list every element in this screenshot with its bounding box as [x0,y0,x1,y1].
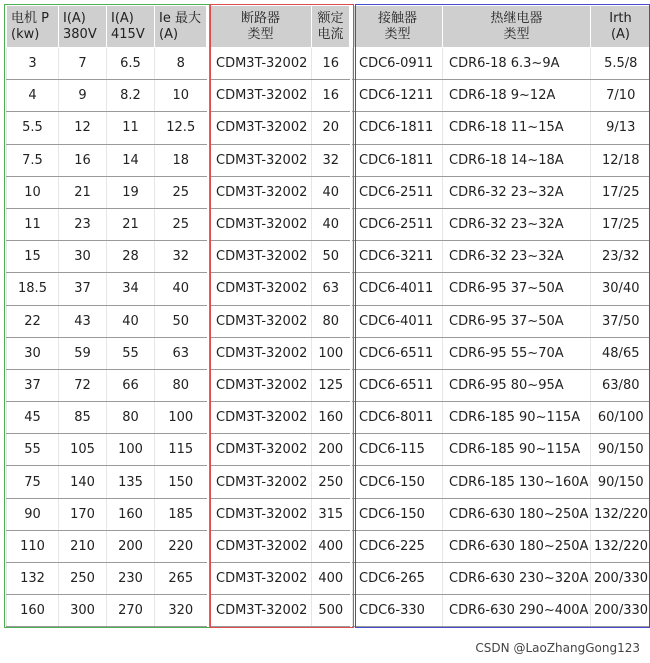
cell-thermal-relay-type: CDR6-185 90~115A [443,402,591,434]
table-row [7,498,650,530]
cell-motor-power: 75 [7,466,59,498]
cell-motor-power: 132 [7,563,59,595]
cell-motor-power: 90 [7,498,59,530]
cell-breaker-type: CDM3T-32002 [210,337,312,369]
cell-ie-max: 40 [155,273,207,305]
cell-ie-max: 25 [155,208,207,240]
cell-contactor-type: CDC6-2511 [353,176,443,208]
cell-current-380v: 105 [59,434,107,466]
cell-motor-power: 10 [7,176,59,208]
table-row [7,369,650,401]
cell-ie-max: 80 [155,369,207,401]
cell-thermal-relay-type: CDR6-32 23~32A [443,176,591,208]
cell-current-380v: 210 [59,530,107,562]
cell-current-380v: 30 [59,241,107,273]
cell-contactor-type: CDC6-6511 [353,369,443,401]
cell-current-415v: 21 [107,208,155,240]
cell-contactor-type: CDC6-8011 [353,402,443,434]
cell-rated-current: 100 [312,337,350,369]
cell-breaker-type: CDM3T-32002 [210,305,312,337]
cell-rated-current: 40 [312,176,350,208]
cell-thermal-relay-type: CDR6-95 37~50A [443,305,591,337]
cell-rated-current: 125 [312,369,350,401]
header-ie-max: Ie 最大 (A) [155,6,207,48]
cell-thermal-relay-type: CDR6-95 37~50A [443,273,591,305]
cell-rated-current: 400 [312,563,350,595]
table-row [7,595,650,627]
cell-rated-current: 20 [312,112,350,144]
cell-motor-power: 160 [7,595,59,627]
table-row [7,273,650,305]
cell-rated-current: 400 [312,530,350,562]
cell-ie-max: 220 [155,530,207,562]
cell-thermal-relay-type: CDR6-630 290~400A [443,595,591,627]
cell-motor-power: 11 [7,208,59,240]
cell-current-380v: 170 [59,498,107,530]
cell-rated-current: 32 [312,144,350,176]
cell-ie-max: 115 [155,434,207,466]
cell-thermal-relay-type: CDR6-18 6.3~9A [443,48,591,80]
cell-current-380v: 250 [59,563,107,595]
cell-ie-max: 320 [155,595,207,627]
cell-contactor-type: CDC6-1811 [353,112,443,144]
cell-current-380v: 300 [59,595,107,627]
cell-rated-current: 63 [312,273,350,305]
cell-breaker-type: CDM3T-32002 [210,80,312,112]
cell-contactor-type: CDC6-150 [353,466,443,498]
table-row [7,530,650,562]
cell-rated-current: 315 [312,498,350,530]
cell-rated-current: 16 [312,80,350,112]
cell-contactor-type: CDC6-225 [353,530,443,562]
cell-contactor-type: CDC6-1211 [353,80,443,112]
cell-rated-current: 40 [312,208,350,240]
cell-current-415v: 55 [107,337,155,369]
cell-thermal-relay-type: CDR6-18 14~18A [443,144,591,176]
cell-thermal-relay-type: CDR6-18 9~12A [443,80,591,112]
cell-rated-current: 160 [312,402,350,434]
cell-breaker-type: CDM3T-32002 [210,176,312,208]
table-row [7,305,650,337]
cell-irth: 132/220 [591,530,650,562]
cell-thermal-relay-type: CDR6-95 55~70A [443,337,591,369]
cell-thermal-relay-type: CDR6-630 180~250A [443,498,591,530]
motor-protection-selection-table [6,5,650,627]
cell-current-415v: 28 [107,241,155,273]
cell-current-415v: 34 [107,273,155,305]
cell-breaker-type: CDM3T-32002 [210,563,312,595]
cell-irth: 9/13 [591,112,650,144]
cell-contactor-type: CDC6-0911 [353,48,443,80]
cell-contactor-type: CDC6-150 [353,498,443,530]
cell-irth: 37/50 [591,305,650,337]
cell-motor-power: 15 [7,241,59,273]
cell-breaker-type: CDM3T-32002 [210,144,312,176]
cell-motor-power: 45 [7,402,59,434]
cell-irth: 23/32 [591,241,650,273]
cell-current-380v: 43 [59,305,107,337]
cell-motor-power: 22 [7,305,59,337]
cell-thermal-relay-type: CDR6-18 11~15A [443,112,591,144]
cell-thermal-relay-type: CDR6-185 90~115A [443,434,591,466]
cell-motor-power: 37 [7,369,59,401]
header-irth: Irth (A) [591,6,650,48]
header-contactor-type: 接触器 类型 [353,6,443,48]
cell-breaker-type: CDM3T-32002 [210,434,312,466]
cell-current-380v: 9 [59,80,107,112]
cell-ie-max: 10 [155,80,207,112]
cell-current-415v: 270 [107,595,155,627]
cell-rated-current: 200 [312,434,350,466]
cell-current-415v: 11 [107,112,155,144]
cell-motor-power: 30 [7,337,59,369]
cell-breaker-type: CDM3T-32002 [210,402,312,434]
cell-rated-current: 80 [312,305,350,337]
cell-irth: 200/330 [591,563,650,595]
cell-current-415v: 160 [107,498,155,530]
cell-irth: 17/25 [591,208,650,240]
cell-motor-power: 55 [7,434,59,466]
cell-breaker-type: CDM3T-32002 [210,498,312,530]
cell-motor-power: 3 [7,48,59,80]
table-row [7,112,650,144]
cell-irth: 200/330 [591,595,650,627]
table-row [7,144,650,176]
cell-contactor-type: CDC6-6511 [353,337,443,369]
cell-motor-power: 5.5 [7,112,59,144]
cell-current-380v: 37 [59,273,107,305]
cell-contactor-type: CDC6-330 [353,595,443,627]
header-breaker-type: 断路器 类型 [210,6,312,48]
cell-current-415v: 200 [107,530,155,562]
cell-rated-current: 250 [312,466,350,498]
cell-rated-current: 16 [312,48,350,80]
cell-ie-max: 12.5 [155,112,207,144]
cell-contactor-type: CDC6-1811 [353,144,443,176]
table-row [7,80,650,112]
table-row [7,48,650,80]
cell-current-415v: 66 [107,369,155,401]
table-row [7,337,650,369]
cell-current-380v: 21 [59,176,107,208]
cell-ie-max: 50 [155,305,207,337]
cell-rated-current: 50 [312,241,350,273]
cell-irth: 30/40 [591,273,650,305]
cell-motor-power: 18.5 [7,273,59,305]
cell-current-380v: 23 [59,208,107,240]
cell-current-415v: 135 [107,466,155,498]
cell-ie-max: 63 [155,337,207,369]
cell-current-415v: 14 [107,144,155,176]
cell-breaker-type: CDM3T-32002 [210,273,312,305]
cell-irth: 7/10 [591,80,650,112]
header-current-415v: I(A) 415V [107,6,155,48]
cell-current-415v: 19 [107,176,155,208]
cell-ie-max: 32 [155,241,207,273]
cell-ie-max: 150 [155,466,207,498]
cell-rated-current: 500 [312,595,350,627]
cell-breaker-type: CDM3T-32002 [210,112,312,144]
table-row [7,176,650,208]
cell-current-380v: 59 [59,337,107,369]
cell-thermal-relay-type: CDR6-630 180~250A [443,530,591,562]
cell-motor-power: 110 [7,530,59,562]
header-motor-power: 电机 P (kw) [7,6,59,48]
cell-breaker-type: CDM3T-32002 [210,48,312,80]
cell-motor-power: 4 [7,80,59,112]
cell-irth: 48/65 [591,337,650,369]
cell-current-415v: 230 [107,563,155,595]
table-row [7,563,650,595]
header-thermal-relay-type: 热继电器 类型 [443,6,591,48]
cell-ie-max: 8 [155,48,207,80]
cell-motor-power: 7.5 [7,144,59,176]
cell-ie-max: 265 [155,563,207,595]
table-row [7,402,650,434]
cell-contactor-type: CDC6-3211 [353,241,443,273]
cell-current-415v: 100 [107,434,155,466]
header-row [7,6,650,48]
cell-ie-max: 185 [155,498,207,530]
cell-current-415v: 40 [107,305,155,337]
cell-current-415v: 8.2 [107,80,155,112]
watermark: CSDN @LaoZhangGong123 [475,641,640,655]
cell-current-380v: 85 [59,402,107,434]
cell-irth: 90/150 [591,466,650,498]
cell-contactor-type: CDC6-4011 [353,273,443,305]
cell-ie-max: 100 [155,402,207,434]
cell-irth: 12/18 [591,144,650,176]
cell-ie-max: 25 [155,176,207,208]
table-row [7,466,650,498]
cell-irth: 60/100 [591,402,650,434]
cell-ie-max: 18 [155,144,207,176]
cell-thermal-relay-type: CDR6-630 230~320A [443,563,591,595]
cell-contactor-type: CDC6-2511 [353,208,443,240]
table-body [7,48,650,627]
cell-thermal-relay-type: CDR6-32 23~32A [443,241,591,273]
cell-breaker-type: CDM3T-32002 [210,530,312,562]
header-current-380v: I(A) 380V [59,6,107,48]
cell-thermal-relay-type: CDR6-32 23~32A [443,208,591,240]
cell-current-415v: 6.5 [107,48,155,80]
cell-irth: 63/80 [591,369,650,401]
cell-breaker-type: CDM3T-32002 [210,208,312,240]
table-row [7,208,650,240]
cell-current-380v: 16 [59,144,107,176]
cell-contactor-type: CDC6-4011 [353,305,443,337]
cell-current-380v: 140 [59,466,107,498]
cell-thermal-relay-type: CDR6-95 80~95A [443,369,591,401]
cell-thermal-relay-type: CDR6-185 130~160A [443,466,591,498]
cell-contactor-type: CDC6-265 [353,563,443,595]
cell-current-380v: 7 [59,48,107,80]
cell-irth: 90/150 [591,434,650,466]
cell-irth: 5.5/8 [591,48,650,80]
cell-irth: 132/220 [591,498,650,530]
cell-current-380v: 12 [59,112,107,144]
table-row [7,434,650,466]
cell-breaker-type: CDM3T-32002 [210,241,312,273]
cell-current-380v: 72 [59,369,107,401]
selection-table-container [6,5,650,627]
cell-irth: 17/25 [591,176,650,208]
table-row [7,241,650,273]
cell-breaker-type: CDM3T-32002 [210,369,312,401]
cell-contactor-type: CDC6-115 [353,434,443,466]
cell-current-415v: 80 [107,402,155,434]
cell-breaker-type: CDM3T-32002 [210,466,312,498]
header-rated-current: 额定 电流 [312,6,350,48]
cell-breaker-type: CDM3T-32002 [210,595,312,627]
